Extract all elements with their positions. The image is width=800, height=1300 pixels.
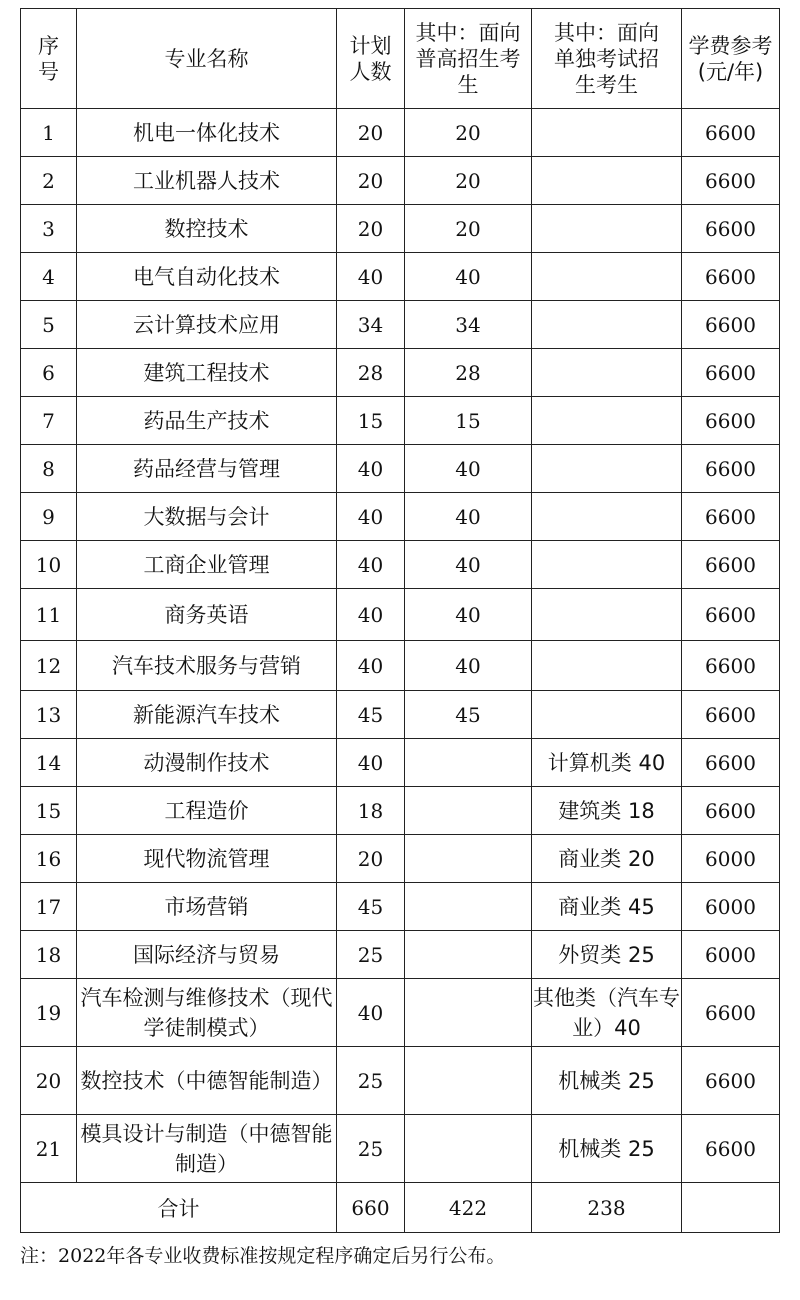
row-tuition: 6000 xyxy=(682,883,780,931)
table-row xyxy=(21,397,780,445)
row-tuition: 6000 xyxy=(682,835,780,883)
row-major-name: 现代物流管理 xyxy=(77,835,337,883)
row-independent: 外贸类 25 xyxy=(532,931,682,979)
row-independent xyxy=(532,301,682,349)
row-general: 15 xyxy=(405,397,532,445)
table-row xyxy=(21,1115,780,1183)
row-general: 40 xyxy=(405,589,532,641)
row-major-name: 市场营销 xyxy=(77,883,337,931)
table-row xyxy=(21,205,780,253)
row-plan: 40 xyxy=(337,589,405,641)
total-independent: 238 xyxy=(532,1183,682,1233)
row-general xyxy=(405,1115,532,1183)
row-tuition: 6600 xyxy=(682,157,780,205)
row-general: 20 xyxy=(405,205,532,253)
total-plan: 660 xyxy=(337,1183,405,1233)
row-tuition: 6600 xyxy=(682,787,780,835)
table-row xyxy=(21,1047,780,1115)
row-major-name: 大数据与会计 xyxy=(77,493,337,541)
row-major-name: 模具设计与制造（中德智能制造） xyxy=(77,1115,337,1183)
header-row xyxy=(21,9,780,109)
row-tuition: 6600 xyxy=(682,1047,780,1115)
row-plan: 40 xyxy=(337,541,405,589)
row-tuition: 6600 xyxy=(682,691,780,739)
row-no: 13 xyxy=(21,691,77,739)
total-general: 422 xyxy=(405,1183,532,1233)
row-plan: 15 xyxy=(337,397,405,445)
header-plan: 计划人数 xyxy=(337,9,405,109)
header-no: 序号 xyxy=(21,9,77,109)
row-plan: 40 xyxy=(337,739,405,787)
row-tuition: 6000 xyxy=(682,931,780,979)
row-general: 20 xyxy=(405,109,532,157)
row-no: 9 xyxy=(21,493,77,541)
row-tuition: 6600 xyxy=(682,541,780,589)
header-name: 专业名称 xyxy=(77,9,337,109)
row-independent xyxy=(532,157,682,205)
row-plan: 40 xyxy=(337,445,405,493)
row-general xyxy=(405,787,532,835)
row-general xyxy=(405,931,532,979)
row-no: 11 xyxy=(21,589,77,641)
row-plan: 20 xyxy=(337,205,405,253)
row-independent: 商业类 45 xyxy=(532,883,682,931)
table-row xyxy=(21,787,780,835)
footnote-text: 年各专业收费标准按规定程序确定后另行公布。 xyxy=(106,1245,506,1267)
row-major-name: 电气自动化技术 xyxy=(77,253,337,301)
row-plan: 25 xyxy=(337,931,405,979)
row-independent xyxy=(532,253,682,301)
row-tuition: 6600 xyxy=(682,641,780,691)
table-row xyxy=(21,589,780,641)
row-no: 8 xyxy=(21,445,77,493)
row-independent xyxy=(532,493,682,541)
row-major-name: 动漫制作技术 xyxy=(77,739,337,787)
row-general xyxy=(405,835,532,883)
row-tuition: 6600 xyxy=(682,253,780,301)
table-row xyxy=(21,301,780,349)
table-row xyxy=(21,541,780,589)
row-plan: 28 xyxy=(337,349,405,397)
row-no: 20 xyxy=(21,1047,77,1115)
row-general: 34 xyxy=(405,301,532,349)
row-major-name: 商务英语 xyxy=(77,589,337,641)
row-major-name: 机电一体化技术 xyxy=(77,109,337,157)
table-row xyxy=(21,157,780,205)
row-general: 40 xyxy=(405,253,532,301)
header-independent: 其中：面向单独考试招生考生 xyxy=(532,9,682,109)
row-no: 6 xyxy=(21,349,77,397)
row-tuition: 6600 xyxy=(682,1115,780,1183)
row-plan: 20 xyxy=(337,109,405,157)
row-no: 3 xyxy=(21,205,77,253)
row-no: 7 xyxy=(21,397,77,445)
table-row xyxy=(21,253,780,301)
table-row xyxy=(21,979,780,1047)
row-major-name: 药品经营与管理 xyxy=(77,445,337,493)
row-tuition: 6600 xyxy=(682,397,780,445)
row-major-name: 工商企业管理 xyxy=(77,541,337,589)
row-general xyxy=(405,979,532,1047)
table-row xyxy=(21,493,780,541)
row-tuition: 6600 xyxy=(682,301,780,349)
row-independent xyxy=(532,397,682,445)
footnote xyxy=(20,1241,505,1268)
row-general xyxy=(405,883,532,931)
row-no: 19 xyxy=(21,979,77,1047)
row-no: 21 xyxy=(21,1115,77,1183)
row-general: 20 xyxy=(405,157,532,205)
row-general xyxy=(405,739,532,787)
row-major-name: 数控技术 xyxy=(77,205,337,253)
row-no: 1 xyxy=(21,109,77,157)
row-plan: 40 xyxy=(337,253,405,301)
total-tuition xyxy=(682,1183,780,1233)
row-no: 12 xyxy=(21,641,77,691)
row-major-name: 汽车检测与维修技术（现代学徒制模式） xyxy=(77,979,337,1047)
row-independent xyxy=(532,541,682,589)
row-general: 40 xyxy=(405,541,532,589)
row-independent xyxy=(532,445,682,493)
table-row xyxy=(21,835,780,883)
table-row xyxy=(21,641,780,691)
table-row xyxy=(21,739,780,787)
row-tuition: 6600 xyxy=(682,739,780,787)
row-general xyxy=(405,1047,532,1115)
row-major-name: 工程造价 xyxy=(77,787,337,835)
row-tuition: 6600 xyxy=(682,445,780,493)
row-independent: 其他类（汽车专业）40 xyxy=(532,979,682,1047)
table-body xyxy=(21,109,780,1183)
row-no: 15 xyxy=(21,787,77,835)
footnote-prefix: 注： xyxy=(20,1245,59,1267)
table-row xyxy=(21,883,780,931)
row-plan: 20 xyxy=(337,835,405,883)
row-tuition: 6600 xyxy=(682,109,780,157)
row-independent: 建筑类 18 xyxy=(532,787,682,835)
row-major-name: 建筑工程技术 xyxy=(77,349,337,397)
row-major-name: 新能源汽车技术 xyxy=(77,691,337,739)
row-major-name: 汽车技术服务与营销 xyxy=(77,641,337,691)
row-tuition: 6600 xyxy=(682,205,780,253)
row-general: 40 xyxy=(405,445,532,493)
row-no: 5 xyxy=(21,301,77,349)
row-tuition: 6600 xyxy=(682,589,780,641)
row-no: 18 xyxy=(21,931,77,979)
row-tuition: 6600 xyxy=(682,493,780,541)
row-independent xyxy=(532,589,682,641)
row-independent xyxy=(532,691,682,739)
row-plan: 34 xyxy=(337,301,405,349)
table-row xyxy=(21,445,780,493)
row-independent: 机械类 25 xyxy=(532,1047,682,1115)
row-independent xyxy=(532,641,682,691)
row-tuition: 6600 xyxy=(682,979,780,1047)
row-tuition: 6600 xyxy=(682,349,780,397)
total-label: 合计 xyxy=(21,1183,337,1233)
row-no: 10 xyxy=(21,541,77,589)
row-plan: 18 xyxy=(337,787,405,835)
row-plan: 20 xyxy=(337,157,405,205)
row-general: 40 xyxy=(405,641,532,691)
table-row xyxy=(21,931,780,979)
row-plan: 25 xyxy=(337,1047,405,1115)
row-general: 28 xyxy=(405,349,532,397)
table-row xyxy=(21,691,780,739)
row-major-name: 云计算技术应用 xyxy=(77,301,337,349)
row-no: 17 xyxy=(21,883,77,931)
row-plan: 40 xyxy=(337,979,405,1047)
header-general: 其中：面向普高招生考生 xyxy=(405,9,532,109)
row-general: 40 xyxy=(405,493,532,541)
row-plan: 40 xyxy=(337,493,405,541)
row-major-name: 工业机器人技术 xyxy=(77,157,337,205)
row-no: 2 xyxy=(21,157,77,205)
row-no: 14 xyxy=(21,739,77,787)
row-independent: 计算机类 40 xyxy=(532,739,682,787)
row-independent xyxy=(532,109,682,157)
row-independent: 商业类 20 xyxy=(532,835,682,883)
row-major-name: 药品生产技术 xyxy=(77,397,337,445)
row-independent: 机械类 25 xyxy=(532,1115,682,1183)
row-plan: 45 xyxy=(337,691,405,739)
row-independent xyxy=(532,205,682,253)
row-plan: 25 xyxy=(337,1115,405,1183)
enrollment-plan-table xyxy=(20,8,780,1233)
footnote-year: 2022 xyxy=(58,1245,107,1267)
row-plan: 40 xyxy=(337,641,405,691)
table-row xyxy=(21,109,780,157)
row-major-name: 国际经济与贸易 xyxy=(77,931,337,979)
row-plan: 45 xyxy=(337,883,405,931)
row-major-name: 数控技术（中德智能制造） xyxy=(77,1047,337,1115)
row-no: 4 xyxy=(21,253,77,301)
table-row xyxy=(21,349,780,397)
total-row xyxy=(21,1183,780,1233)
header-tuition: 学费参考(元/年) xyxy=(682,9,780,109)
row-general: 45 xyxy=(405,691,532,739)
row-independent xyxy=(532,349,682,397)
row-no: 16 xyxy=(21,835,77,883)
